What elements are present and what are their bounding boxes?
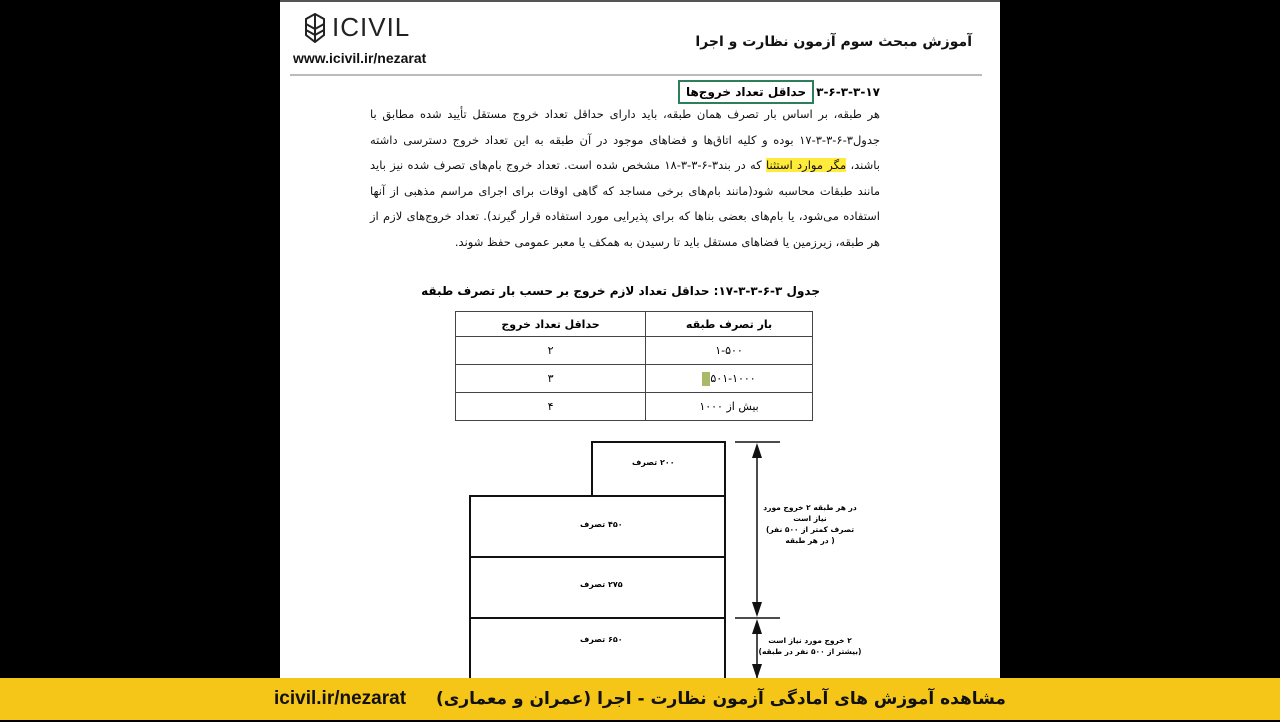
- site-url: www.icivil.ir/nezarat: [293, 50, 427, 66]
- floor-label: ۲۷۵ تصرف: [580, 580, 623, 589]
- section-title: حداقل تعداد خروج‌ها: [678, 80, 814, 104]
- table-row: ۱-۵۰۰ ۲: [456, 337, 813, 365]
- logo: ICIVIL: [304, 12, 410, 43]
- floor-label: ۴۵۰ تصرف: [580, 520, 623, 529]
- promo-banner[interactable]: [0, 678, 1280, 720]
- floor-label: ۶۵۰ تصرف: [580, 635, 623, 644]
- table-caption: جدول ۳-۶-۳-۳-۱۷: حداقل تعداد لازم خروج بر حسب بار تصرف طبقه: [421, 284, 820, 298]
- upper-floors-note: در هر طبقه ۲ خروج مورد نیاز است تصرف کمتر از ۵۰۰ نفر) ( در هر طبقه: [763, 503, 857, 545]
- table-row: ۵۰۱-۱۰۰۰ ۳: [456, 365, 813, 393]
- document-page: [280, 0, 1000, 720]
- exits-table: بار تصرف طبقه حداقل تعداد خروج ۱-۵۰۰ ۲ ۵۰۱-۱۰۰۰ ۳ بیش از ۱۰۰۰ ۴: [455, 311, 813, 421]
- section-number: ۳-۶-۳-۳-۱۷: [816, 85, 880, 99]
- banner-text: مشاهده آموزش های آمادگی آزمون نظارت - اجرا (عمران و معماری): [436, 689, 1006, 709]
- banner-url[interactable]: icivil.ir/nezarat: [274, 688, 407, 709]
- highlighted-text: مگر موارد استثنا: [765, 158, 847, 172]
- body-paragraph: هر طبقه، بر اساس بار تصرف همان طبقه، باید دارای حداقل تعداد خروج مستقل تأیید شده مطابق با جدول۳-۶-۳-۳-۱۷ بوده و کلیه اتاق‌ها و فضاهای موجود در آن طبقه به این تعداد خروج دسترسی داشته باشند، مگر موارد استثنا که در بند۳-۶-۳-۳-۱۸ مشخص شده است. تعداد خروج بام‌های تصرف شده نیز باید مانند طبقات محاسبه شود(مانند بام‌های برخی مساجد که گاهی اوقات برای اجرای مراسم مذهبی از آنها استفاده می‌شود، یا بام‌های بعضی بناها که برای پذیرایی مورد استفاده قرار گیرند). تعداد خروج‌های لازم از هر طبقه، زیرزمین یا فضاهای مستقل باید تا رسیدن به همکف یا معبر عمومی حفظ شوند.: [370, 107, 880, 249]
- building-diagram: [280, 2, 1000, 722]
- floor-label: ۲۰۰ تصرف: [632, 458, 675, 467]
- table-row: بیش از ۱۰۰۰ ۴: [456, 393, 813, 421]
- ground-floor-note: ۲ خروج مورد نیاز است (بیشتر از ۵۰۰ نفر در طبقه): [758, 636, 862, 656]
- page-title: آموزش مبحث سوم آزمون نظارت و اجرا: [695, 34, 972, 50]
